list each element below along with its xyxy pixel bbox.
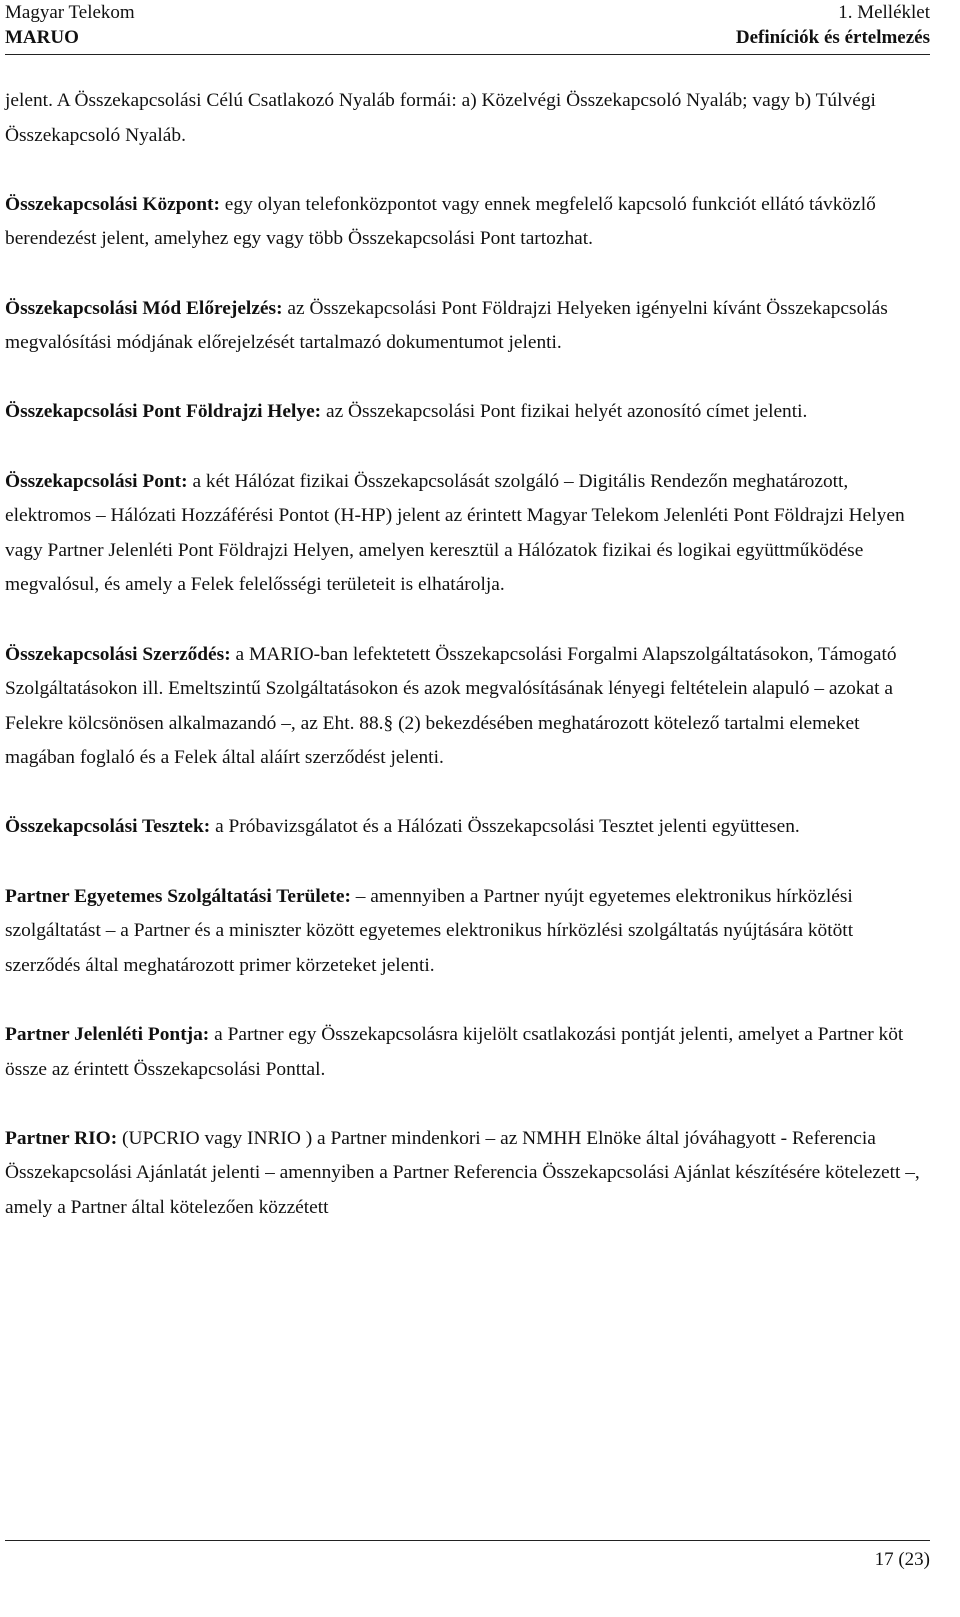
definition-term: Összekapcsolási Tesztek: (5, 816, 211, 838)
definition-term: Összekapcsolási Pont: (5, 470, 188, 492)
definition-text: a MARIO-ban lefektetett Összekapcsolási Forgalmi Alapszolgáltatásokon, Támogató Szolgáltatásokon ill. Emeltszintű Szolgáltatásokon és azok megvalósításának lényegi feltételein alapuló – azokat a Felekre kölcsönösen alkalmazandó –, az Eht. 88.§ (2) bekezdésében meghatározott kötelező tartalmi elemeket magában foglaló és a Felek által aláírt szerződést jelenti. (5, 643, 897, 769)
definition-text: – amennyiben a Partner nyújt egyetemes elektronikus hírközlési szolgáltatást – a Partner és a miniszter között egyetemes elektronikus hírközlési szolgáltatás nyújtására kötött szerződés által meghatározott primer körzeteket jelenti. (5, 885, 854, 976)
page-footer (5, 1540, 930, 1570)
definition-paragraph (5, 810, 930, 845)
definition-paragraph (5, 638, 930, 776)
definition-paragraph (5, 292, 930, 361)
definition-term: Összekapcsolási Szerződés: (5, 643, 231, 665)
definition-text: az Összekapcsolási Pont fizikai helyét azonosító címet jelenti. (321, 401, 808, 423)
definition-text: a két Hálózat fizikai Összekapcsolását szolgáló – Digitális Rendezőn meghatározott, elektromos – Hálózati Hozzáférési Pontot (H-HP) jelent az érintett Magyar Telekom Jelenléti Pont Földrajzi Helyen vagy Partner Jelenléti Pont Földrajzi Helyen, amelyen keresztül a Hálózatok fizikai és logikai együttműködése megvalósul, és amely a Felek felelősségi területeit is elhatárolja. (5, 470, 905, 596)
header-row-top (5, 0, 930, 25)
header-document-code: MARUO (5, 27, 79, 48)
definition-text: a Próbavizsgálatot és a Hálózati Összekapcsolási Tesztet jelenti együttesen. (210, 816, 800, 838)
header-company: Magyar Telekom (5, 2, 135, 23)
definition-paragraph (5, 1122, 930, 1226)
definition-term: Partner Egyetemes Szolgáltatási Területe: (5, 885, 351, 907)
definition-paragraph (5, 395, 930, 430)
page-number: 17 (23) (874, 1549, 930, 1570)
definition-term: Összekapcsolási Pont Földrajzi Helye: (5, 401, 322, 423)
definition-text: (UPCRIO vagy INRIO ) a Partner mindenkori – az NMHH Elnöke által jóváhagyott - Referencia Összekapcsolási Ajánlatát jelenti – amennyiben a Partner Referencia Összekapcsolási Ajánlat készítésére kötelezett –, amely a Partner által kötelezően közzétett (5, 1127, 920, 1218)
definition-term: Összekapcsolási Mód Előrejelzés: (5, 297, 283, 319)
definition-paragraph (5, 188, 930, 257)
definition-term: Partner RIO: (5, 1127, 118, 1149)
definition-term: Partner Jelenléti Pontja: (5, 1024, 210, 1046)
header-annex: 1. Melléklet (838, 2, 930, 23)
continuation-paragraph: jelent. A Összekapcsolási Célú Csatlakozó Nyaláb formái: a) Közelvégi Összekapcsoló Nyaláb; vagy b) Túlvégi Összekapcsoló Nyaláb. (5, 90, 876, 146)
definition-text: az Összekapcsolási Pont Földrajzi Helyeken igényelni kívánt Összekapcsolás megvalósítási módjának előrejelzését tartalmazó dokumentumot jelenti. (5, 297, 888, 354)
definition-text: egy olyan telefonközpontot vagy ennek megfelelő kapcsoló funkciót ellátó távközlő berendezést jelent, amelyhez egy vagy több Összekapcsolási Pont tartozhat. (5, 193, 876, 250)
definition-term: Összekapcsolási Központ: (5, 193, 220, 215)
definition-paragraph (5, 1018, 930, 1087)
definition-text: a Partner egy Összekapcsolásra kijelölt csatlakozási pontját jelenti, amelyet a Partner köt össze az érintett Összekapcsolási Ponttal. (5, 1024, 904, 1080)
header-section-title: Definíciók és értelmezés (735, 27, 930, 48)
document-body (5, 84, 930, 1260)
definition-paragraph (5, 465, 930, 603)
definition-paragraph (5, 880, 930, 984)
header-row-bottom (5, 25, 930, 50)
page-header (5, 0, 930, 55)
